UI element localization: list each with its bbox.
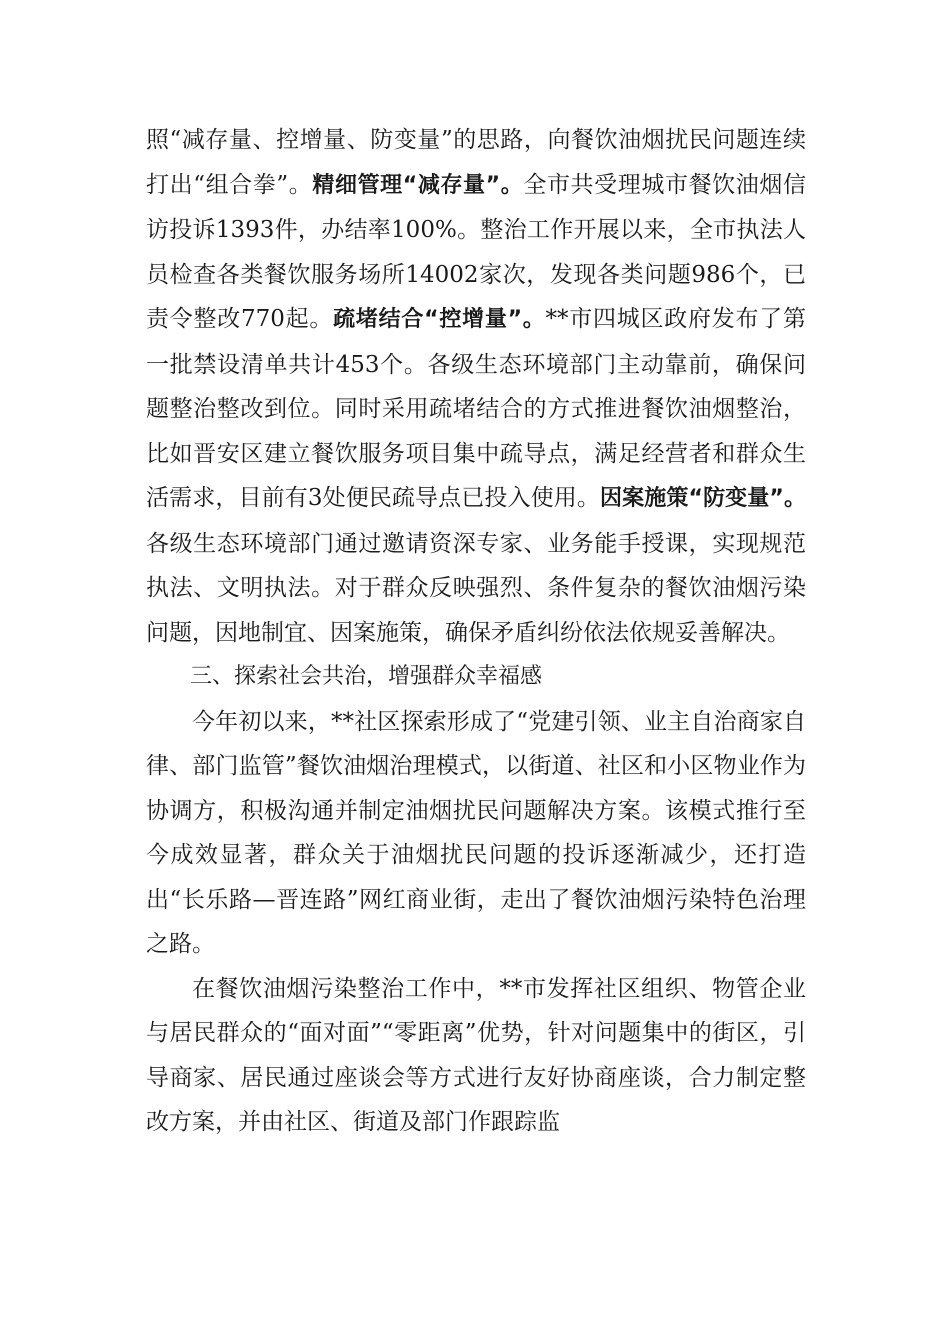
text-segment: **市四城区政府发布了第一批禁设清单共计453个。各级生态环境部门主动靠前，确保问题整治整改到位。同时采用疏堵结合的方式推进餐饮油烟整治，比如晋安区建立餐饮服务项目集中疏导点，满足经营者和群众生活需求，目前有3处便民疏导点已投入使用。 bbox=[146, 306, 807, 511]
paragraph-community-model: 今年初以来，**社区探索形成了“党建引领、业主自治商家自律、部门监管”餐饮油烟治理模式，以街道、社区和小区物业作为协调方，积极沟通并制定油烟扰民问题解决方案。该模式推行至今成效显著，群众关于油烟扰民问题的投诉逐渐减少，还打造出“长乐路—晋连路”网红商业街，走出了餐饮油烟污染特色治理之路。 bbox=[146, 708, 806, 957]
text-segment: 全市共受理城市餐饮油烟信访投诉1393件，办结率100%。整治工作开展以来，全市执法人员检查各类餐饮服务场所14002家次，发现各类问题986个，已责令整改770起。 bbox=[146, 171, 806, 332]
text-segment: 照“减存量、控增量、防变量”的思路，向餐饮油烟扰民问题连续打出“组合拳”。 bbox=[146, 127, 806, 198]
document-body bbox=[146, 118, 806, 1145]
paragraph-measures bbox=[146, 118, 806, 655]
section-heading-3: 三、探索社会共治，增强群众幸福感 bbox=[190, 664, 543, 689]
bold-phrase-reduce-stock: 精细管理“减存量”。 bbox=[312, 172, 524, 198]
bold-phrase-prevent-variable: 因案施策“防变量”。 bbox=[600, 486, 807, 511]
text-segment: 各级生态环境部门通过邀请资深专家、业务能手授课，实现规范执法、文明执法。对于群众反映强烈、条件复杂的餐饮油烟污染问题，因地制宜、因案施策，确保矛盾纠纷依法依规妥善解决。 bbox=[146, 530, 806, 646]
bold-phrase-control-increment: 疏堵结合“控增量”。 bbox=[333, 307, 546, 332]
paragraph-community-rectification: 在餐饮油烟污染整治工作中，**市发挥社区组织、物管企业与居民群众的“面对面”“零距离”优势，针对问题集中的街区，引导商家、居民通过座谈会等方式进行友好协商座谈，合力制定整改方案，并由社区、街道及部门作跟踪监 bbox=[146, 975, 806, 1135]
